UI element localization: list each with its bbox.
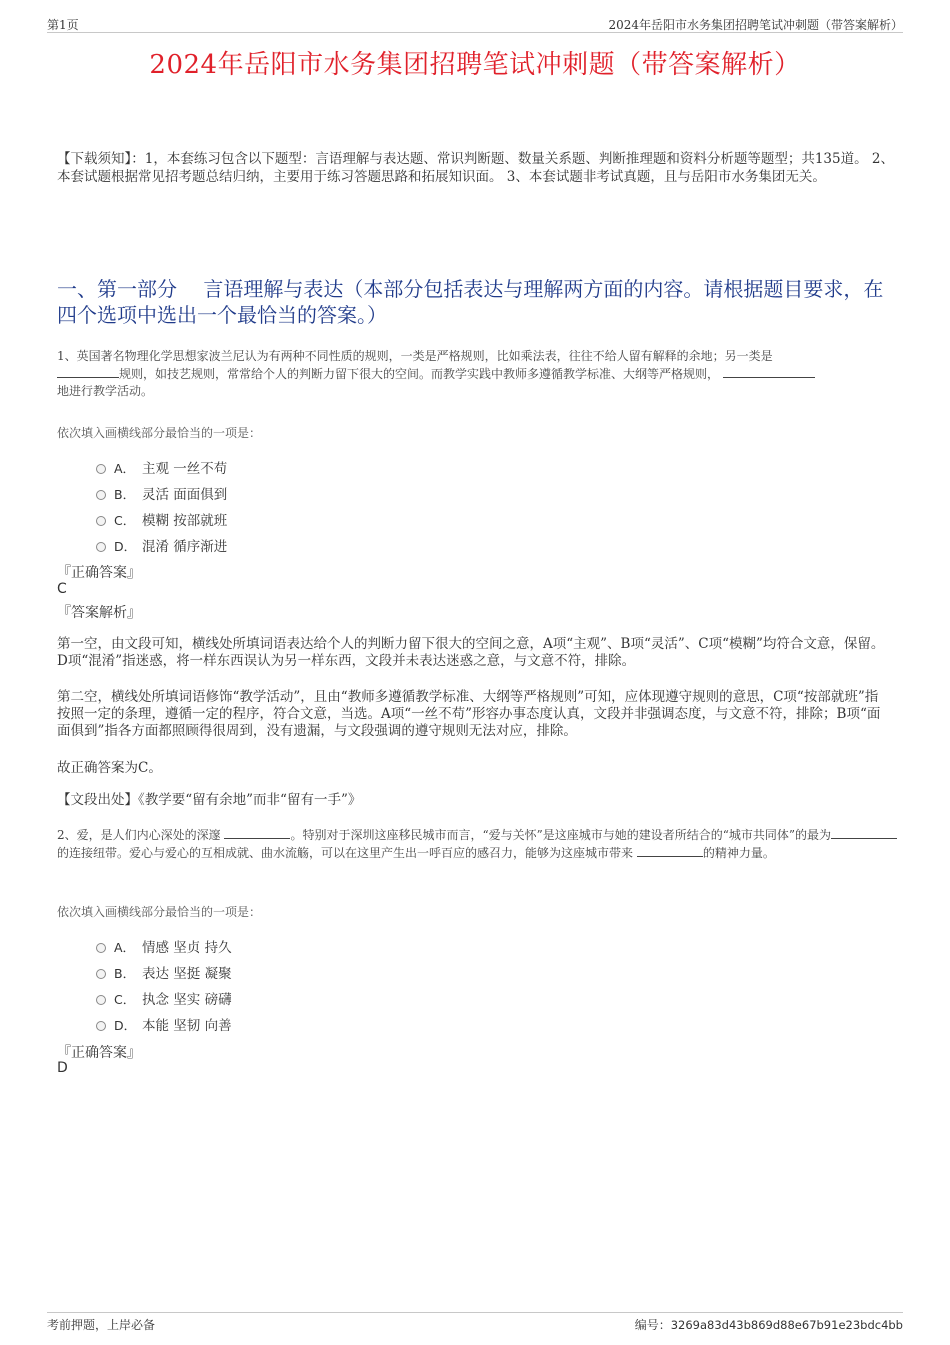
answer-blank-2 bbox=[723, 367, 815, 378]
option-text: 模糊 按部就班 bbox=[142, 513, 228, 529]
option-text: 表达 坚挺 凝聚 bbox=[142, 966, 232, 982]
radio-icon[interactable] bbox=[96, 464, 106, 474]
question-2-text bbox=[57, 827, 897, 862]
option-text: 执念 坚实 磅礴 bbox=[142, 992, 232, 1008]
q1-option-d[interactable] bbox=[96, 535, 227, 553]
document-title: 2024年岳阳市水务集团招聘笔试冲刺题（带答案解析） bbox=[149, 50, 801, 80]
download-notice: 【下载须知】：1，本套练习包含以下题型：言语理解与表达题、常识判断题、数量关系题、判断推理题和资料分析题等题型；共135道。 2、本套试题根据常见招考题总结归纳，主要用于练习答题思路和拓展知识面。 3、本套试题非考试真题，且与岳阳市水务集团无关。 bbox=[57, 151, 894, 185]
option-letter: A． bbox=[114, 461, 136, 476]
q2-option-d[interactable] bbox=[96, 1014, 232, 1032]
footer-code-value: 3269a83d43b869d88e67b91e23bdc4bb bbox=[670, 1318, 903, 1332]
option-letter: A． bbox=[114, 940, 136, 955]
answer-blank-3 bbox=[224, 828, 290, 839]
option-letter: B． bbox=[114, 966, 136, 981]
footer-slogan: 考前押题，上岸必备 bbox=[47, 1318, 156, 1332]
q2-option-b[interactable] bbox=[96, 962, 232, 980]
question-1-part-b: 规则，如技艺规则，常常给个人的判断力留下很大的空间。而教学实践中教师多遵循教学标准、大纲等严格规则， bbox=[119, 366, 720, 381]
header-doc-title: 2024年岳阳市水务集团招聘笔试冲刺题（带答案解析） bbox=[608, 18, 903, 32]
option-text: 灵活 面面俱到 bbox=[142, 487, 228, 503]
q2-option-c[interactable] bbox=[96, 988, 232, 1006]
question-1-part-a: 1、英国著名物理化学思想家波兰尼认为有两种不同性质的规则，一类是严格规则，比如乘法表，往往不给人留有解释的余地；另一类是 bbox=[57, 349, 773, 363]
question-2-part-b: 。特别对于深圳这座移民城市而言，“爱与关怀”是这座城市与她的建设者所结合的“城市共同体”的最为 bbox=[290, 828, 832, 842]
option-text: 混淆 循序渐进 bbox=[142, 539, 228, 555]
radio-icon[interactable] bbox=[96, 969, 106, 979]
question-2-prompt: 依次填入画横线部分最恰当的一项是： bbox=[57, 905, 262, 919]
q1-analysis-paragraph-1: 第一空，由文段可知，横线处所填词语表达给个人的判断力留下很大的空间之意，A项“主观”、B项“灵活”、C项“模糊”均符合文意，保留。D项“混淆”指迷惑，将一样东西误认为另一样东西，文段并未表达迷惑之意，与文意不符，排除。 bbox=[57, 636, 885, 669]
radio-icon[interactable] bbox=[96, 943, 106, 953]
question-2-part-c: 的连接纽带。爱心与爱心的互相成就、曲水流觞，可以在这里产生出一呼百应的感召力，能够为这座城市带来 bbox=[57, 845, 634, 860]
answer-blank-5 bbox=[637, 846, 703, 857]
page-number: 第1页 bbox=[47, 18, 79, 32]
option-text: 本能 坚韧 向善 bbox=[142, 1018, 232, 1034]
option-text: 主观 一丝不苟 bbox=[142, 461, 228, 477]
q2-answer-label: 『正确答案』 bbox=[57, 1045, 141, 1061]
answer-blank-1 bbox=[57, 367, 119, 378]
q1-analysis-label: 『答案解析』 bbox=[57, 605, 141, 621]
option-letter: C． bbox=[114, 513, 136, 528]
radio-icon[interactable] bbox=[96, 542, 106, 552]
q1-option-b[interactable] bbox=[96, 483, 227, 501]
radio-icon[interactable] bbox=[96, 995, 106, 1005]
page-footer bbox=[47, 1312, 903, 1333]
section-heading: 一、第一部分 言语理解与表达（本部分包括表达与理解两方面的内容。请根据题目要求，在四个选项中选出一个最恰当的答案。） bbox=[57, 277, 884, 327]
footer-code-label: 编号： bbox=[634, 1318, 671, 1332]
question-1-prompt: 依次填入画横线部分最恰当的一项是： bbox=[57, 426, 262, 440]
q1-answer: C bbox=[57, 581, 67, 597]
option-letter: D． bbox=[114, 1018, 137, 1033]
question-2-part-d: 的精神力量。 bbox=[702, 845, 775, 860]
q1-option-a[interactable] bbox=[96, 457, 227, 475]
radio-icon[interactable] bbox=[96, 516, 106, 526]
option-letter: D． bbox=[114, 539, 137, 554]
q1-analysis-paragraph-2: 第二空，横线处所填词语修饰“教学活动”，且由“教师多遵循教学标准、大纲等严格规则”可知，应体现遵守规则的意思，C项“按部就班”指按照一定的条理，遵循一定的程序，符合文意，当选。A项“一丝不苟”形容办事态度认真，文段并非强调态度，与文意不符，排除；B项“面面俱到”指各方面都照顾得很周到，没有遗漏，与文段强调的遵守规则无法对应，排除。 bbox=[57, 689, 881, 739]
q1-source: 【文段出处】《教学要“留有余地”而非“留有一手”》 bbox=[57, 792, 362, 808]
question-1-part-c: 地进行教学活动。 bbox=[57, 384, 154, 398]
radio-icon[interactable] bbox=[96, 1021, 106, 1031]
q1-answer-label: 『正确答案』 bbox=[57, 565, 141, 581]
radio-icon[interactable] bbox=[96, 490, 106, 500]
question-1-text bbox=[57, 348, 897, 401]
option-letter: C． bbox=[114, 992, 136, 1007]
question-2-part-a: 2、爱，是人们内心深处的深邃 bbox=[57, 828, 221, 842]
page-header bbox=[47, 14, 903, 33]
footer-code bbox=[635, 1316, 903, 1333]
q1-conclusion: 故正确答案为C。 bbox=[57, 760, 162, 776]
option-text: 情感 坚贞 持久 bbox=[142, 940, 232, 956]
q1-option-c[interactable] bbox=[96, 509, 227, 527]
answer-blank-4 bbox=[831, 828, 897, 839]
q2-answer: D bbox=[57, 1060, 68, 1076]
option-letter: B． bbox=[114, 487, 136, 502]
q2-option-a[interactable] bbox=[96, 936, 232, 954]
